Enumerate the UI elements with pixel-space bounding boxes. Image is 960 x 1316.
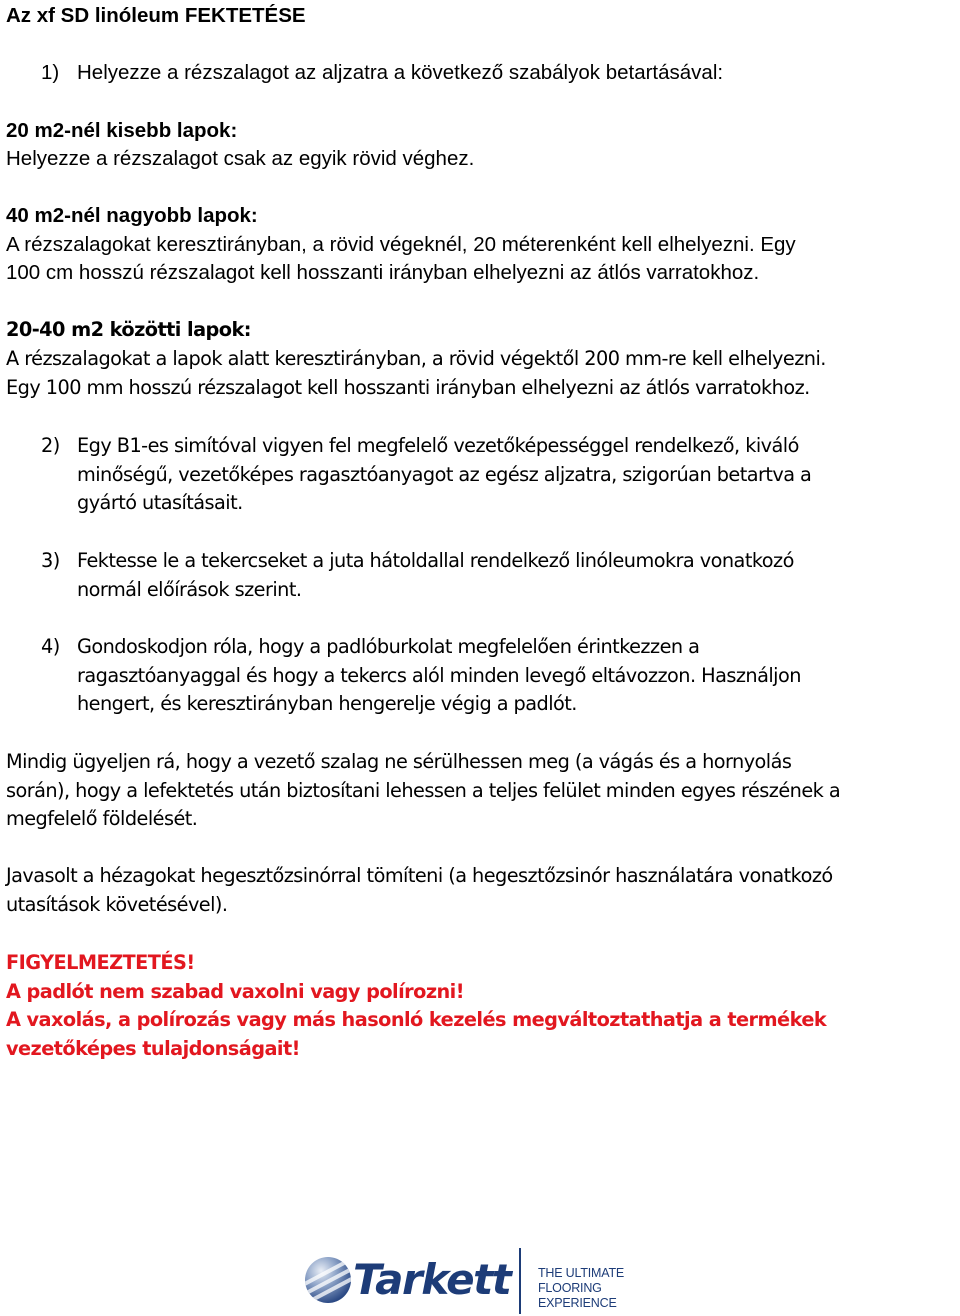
step-text: ragasztóanyaggal és hogy a tekercs alól minden levegő eltávozzon. Használjon <box>77 663 801 687</box>
section-heading-mid: 20-40 m2 közötti lapok: <box>6 318 251 341</box>
step-number: 2) <box>41 434 60 457</box>
brand-tagline <box>538 1266 673 1311</box>
tarkett-logo <box>303 1246 673 1316</box>
step-number: 1) <box>41 61 60 84</box>
globe-icon <box>305 1257 351 1303</box>
paragraph-text: során), hogy a lefektetés után biztosítani lehessen a teljes felület minden egyes részének a <box>6 779 841 802</box>
step-text: Gondoskodjon róla, hogy a padlóburkolat megfelelően érintkezzen a <box>77 635 700 658</box>
section-heading-large: 40 m2-nél nagyobb lapok: <box>6 204 258 227</box>
step-text: Fektesse le a tekercseket a juta hátoldallal rendelkező linóleumokra vonatkozó <box>77 549 794 572</box>
step-number: 4) <box>41 635 60 658</box>
step-number: 3) <box>41 549 60 572</box>
tagline-line: FLOORING EXPERIENCE <box>538 1281 617 1310</box>
warning-text: vezetőképes tulajdonságait! <box>6 1037 300 1060</box>
section-text: A rézszalagokat keresztirányban, a rövid végeknél, 20 méterenként kell elhelyezni. Egy <box>6 233 796 256</box>
step-text: gyártó utasításait. <box>77 491 243 514</box>
brand-name: Tarkett <box>353 1255 511 1304</box>
step-text: Egy B1-es simítóval vigyen fel megfelelő vezetőképességgel rendelkező, kiváló <box>77 434 799 457</box>
tagline-line: THE ULTIMATE <box>538 1266 625 1280</box>
paragraph-text: Javasolt a hézagokat hegesztőzsinórral tömíteni (a hegesztőzsinór használatára vonatkozó <box>6 864 833 887</box>
step-text: hengert, és keresztirányban hengerelje végig a padlót. <box>77 692 577 715</box>
warning-heading: FIGYELMEZTETÉS! <box>6 951 195 974</box>
section-text: A rézszalagokat a lapok alatt keresztirányban, a rövid végektől 200 mm-re kell elhelyezni. <box>6 347 826 370</box>
section-text: Helyezze a rézszalagot csak az egyik rövid véghez. <box>6 147 475 170</box>
paragraph-text: utasítások követésével). <box>6 893 228 916</box>
document-title: Az xf SD linóleum FEKTETÉSE <box>6 4 306 27</box>
step-text: normál előírások szerint. <box>77 577 302 601</box>
step-text: minőségű, vezetőképes ragasztóanyagot az egész aljzatra, szigorúan betartva a <box>77 462 812 486</box>
paragraph-text: megfelelő földelését. <box>6 807 198 830</box>
logo-divider <box>519 1248 521 1314</box>
warning-text: A vaxolás, a polírozás vagy más hasonló kezelés megváltoztathatja a termékek <box>6 1008 827 1031</box>
section-text: Egy 100 mm hosszú rézszalagot kell hosszanti irányban elhelyezni az átlós varratokhoz. <box>6 376 810 399</box>
section-heading-small: 20 m2-nél kisebb lapok: <box>6 119 238 142</box>
section-text: 100 cm hosszú rézszalagot kell hosszanti irányban elhelyezni az átlós varratokhoz. <box>6 261 760 284</box>
paragraph-text: Mindig ügyeljen rá, hogy a vezető szalag ne sérülhessen meg (a vágás és a hornyolás <box>6 750 792 773</box>
step-text: Helyezze a rézszalagot az aljzatra a következő szabályok betartásával: <box>77 61 724 84</box>
warning-text: A padlót nem szabad vaxolni vagy polírozni! <box>6 980 464 1003</box>
